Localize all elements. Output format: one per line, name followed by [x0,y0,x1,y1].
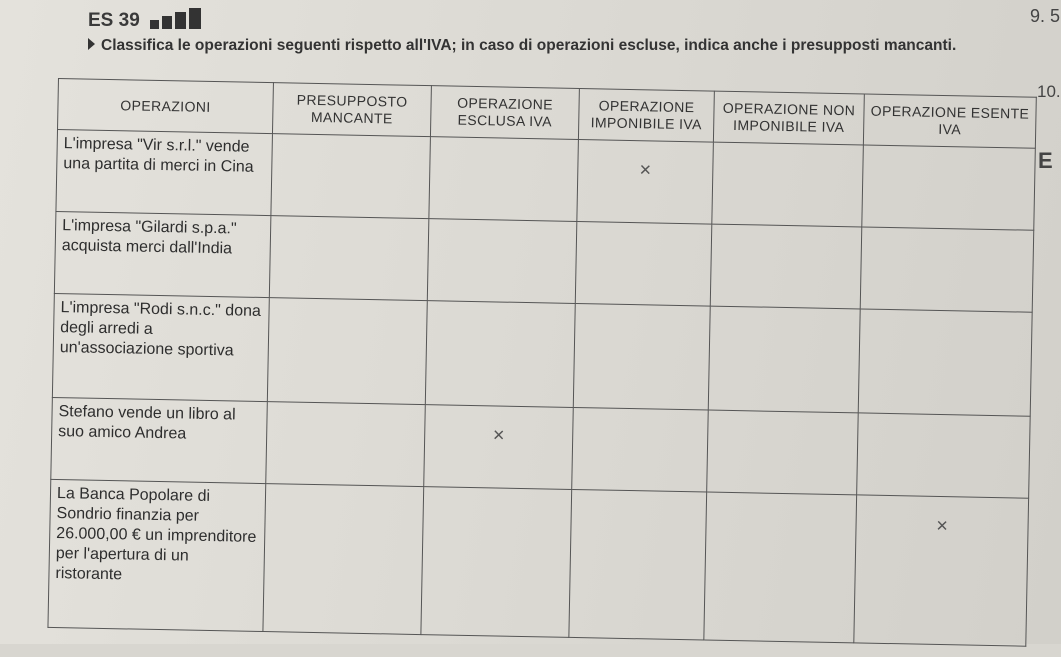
answer-cell[interactable] [569,489,707,640]
answer-cell[interactable] [857,413,1031,498]
difficulty-bars-icon [150,8,201,29]
operation-cell: L'impresa "Gilardi s.p.a." acquista merci dall'India [54,211,271,297]
table-row [48,479,1029,646]
operation-cell: Stefano vende un libro al suo amico Andrea [51,397,268,483]
answer-cell[interactable]: × [424,405,574,490]
classification-table [47,78,1036,647]
answer-cell[interactable] [573,303,710,410]
answer-cell[interactable] [421,487,572,638]
answer-cell[interactable]: × [577,140,714,225]
column-header: OPERAZIONE ESENTE IVA [863,94,1036,148]
bullet-arrow-icon [88,38,95,50]
table-row [52,293,1032,416]
answer-cell[interactable] [266,402,426,487]
answer-cell[interactable] [263,484,424,635]
operation-cell: La Banca Popolare di Sondrio finanzia per 26.000,00 € un imprenditore per l'apertura di un ristorante [48,479,266,631]
column-header: OPERAZIONE ESCLUSA IVA [430,86,579,140]
column-header: OPERAZIONE NON IMPONIBILE IVA [713,91,864,145]
answer-cell[interactable] [712,142,864,227]
answer-cell[interactable] [572,407,709,492]
instruction-text: Classifica le operazioni seguenti rispetto all'IVA; in caso di operazioni escluse, indica anche i presupposti mancanti. [101,37,957,54]
answer-cell[interactable] [708,306,860,413]
answer-cell[interactable] [271,134,431,219]
answer-cell[interactable] [429,137,579,222]
column-header: OPERAZIONI [58,79,274,134]
answer-cell[interactable] [427,219,577,304]
column-header: PRESUPPOSTO MANCANTE [272,83,431,137]
answer-cell[interactable] [269,216,429,301]
answer-cell[interactable] [575,221,712,306]
answer-cell[interactable] [704,492,857,643]
answer-cell[interactable] [858,309,1032,416]
answer-cell[interactable] [862,145,1036,230]
answer-cell[interactable] [860,227,1034,312]
column-header: OPERAZIONE IMPONIBILE IVA [578,89,714,143]
answer-cell[interactable] [425,301,575,408]
exercise-code: ES 39 [88,10,140,31]
side-letter: E [1038,148,1053,173]
operation-cell: L'impresa "Vir s.r.l." vende una partita di merci in Cina [56,130,273,216]
answer-cell[interactable] [710,224,862,309]
answer-cell[interactable]: × [854,495,1029,646]
answer-cell[interactable] [707,410,859,495]
instruction [88,36,998,56]
side-exercise-number: 9. 5 [1030,6,1061,26]
operation-cell: L'impresa "Rodi s.n.c." dona degli arredi a un'associazione sportiva [52,293,269,401]
classification-table-wrapper [47,78,1043,657]
answer-cell[interactable] [267,298,427,405]
side-exercise-number-next: 10. [1037,82,1061,101]
